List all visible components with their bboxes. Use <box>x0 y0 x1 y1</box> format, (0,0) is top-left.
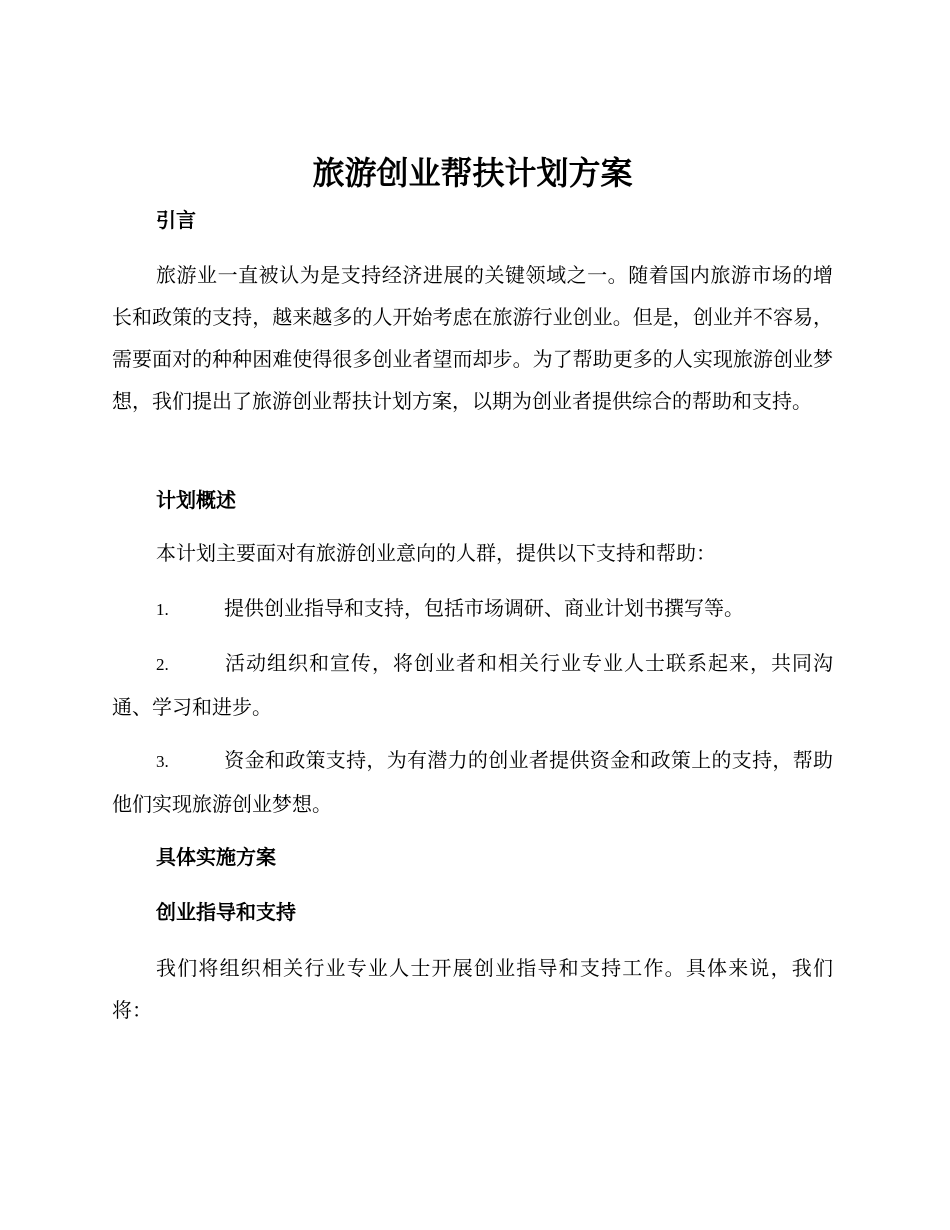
document-page <box>112 0 833 1230</box>
section-heading-overview: 计划概述 <box>156 488 236 512</box>
list-item-number: 1. <box>156 600 169 619</box>
list-item <box>112 642 833 728</box>
list-item <box>112 587 833 631</box>
section-heading-guidance: 创业指导和支持 <box>156 900 296 924</box>
list-item-text: 资金和政策支持，为有潜力的创业者提供资金和政策上的支持，帮助他们实现旅游创业梦想。 <box>112 748 833 816</box>
section-heading-plan: 具体实施方案 <box>156 845 276 869</box>
list-item <box>112 739 833 825</box>
list-item-text: 提供创业指导和支持，包括市场调研、商业计划书撰写等。 <box>224 596 744 620</box>
list-item-number: 2. <box>156 655 169 674</box>
list-item-number: 3. <box>156 752 169 771</box>
paragraph-intro: 旅游业一直被认为是支持经济进展的关键领域之一。随着国内旅游市场的增长和政策的支持，越来越多的人开始考虑在旅游行业创业。但是，创业并不容易，需要面对的种种困难使得很多创业者望而却步。为了帮助更多的人实现旅游创业梦想，我们提出了旅游创业帮扶计划方案，以期为创业者提供综合的帮助和支持。 <box>112 263 833 413</box>
section-heading-intro: 引言 <box>156 208 196 232</box>
paragraph-overview: 本计划主要面对有旅游创业意向的人群，提供以下支持和帮助： <box>156 541 716 565</box>
list-item-text: 活动组织和宣传，将创业者和相关行业专业人士联系起来，共同沟通、学习和进步。 <box>112 651 833 719</box>
paragraph-guidance: 我们将组织相关行业专业人士开展创业指导和支持工作。具体来说，我们将： <box>112 956 833 1022</box>
document-title: 旅游创业帮扶计划方案 <box>312 154 633 192</box>
